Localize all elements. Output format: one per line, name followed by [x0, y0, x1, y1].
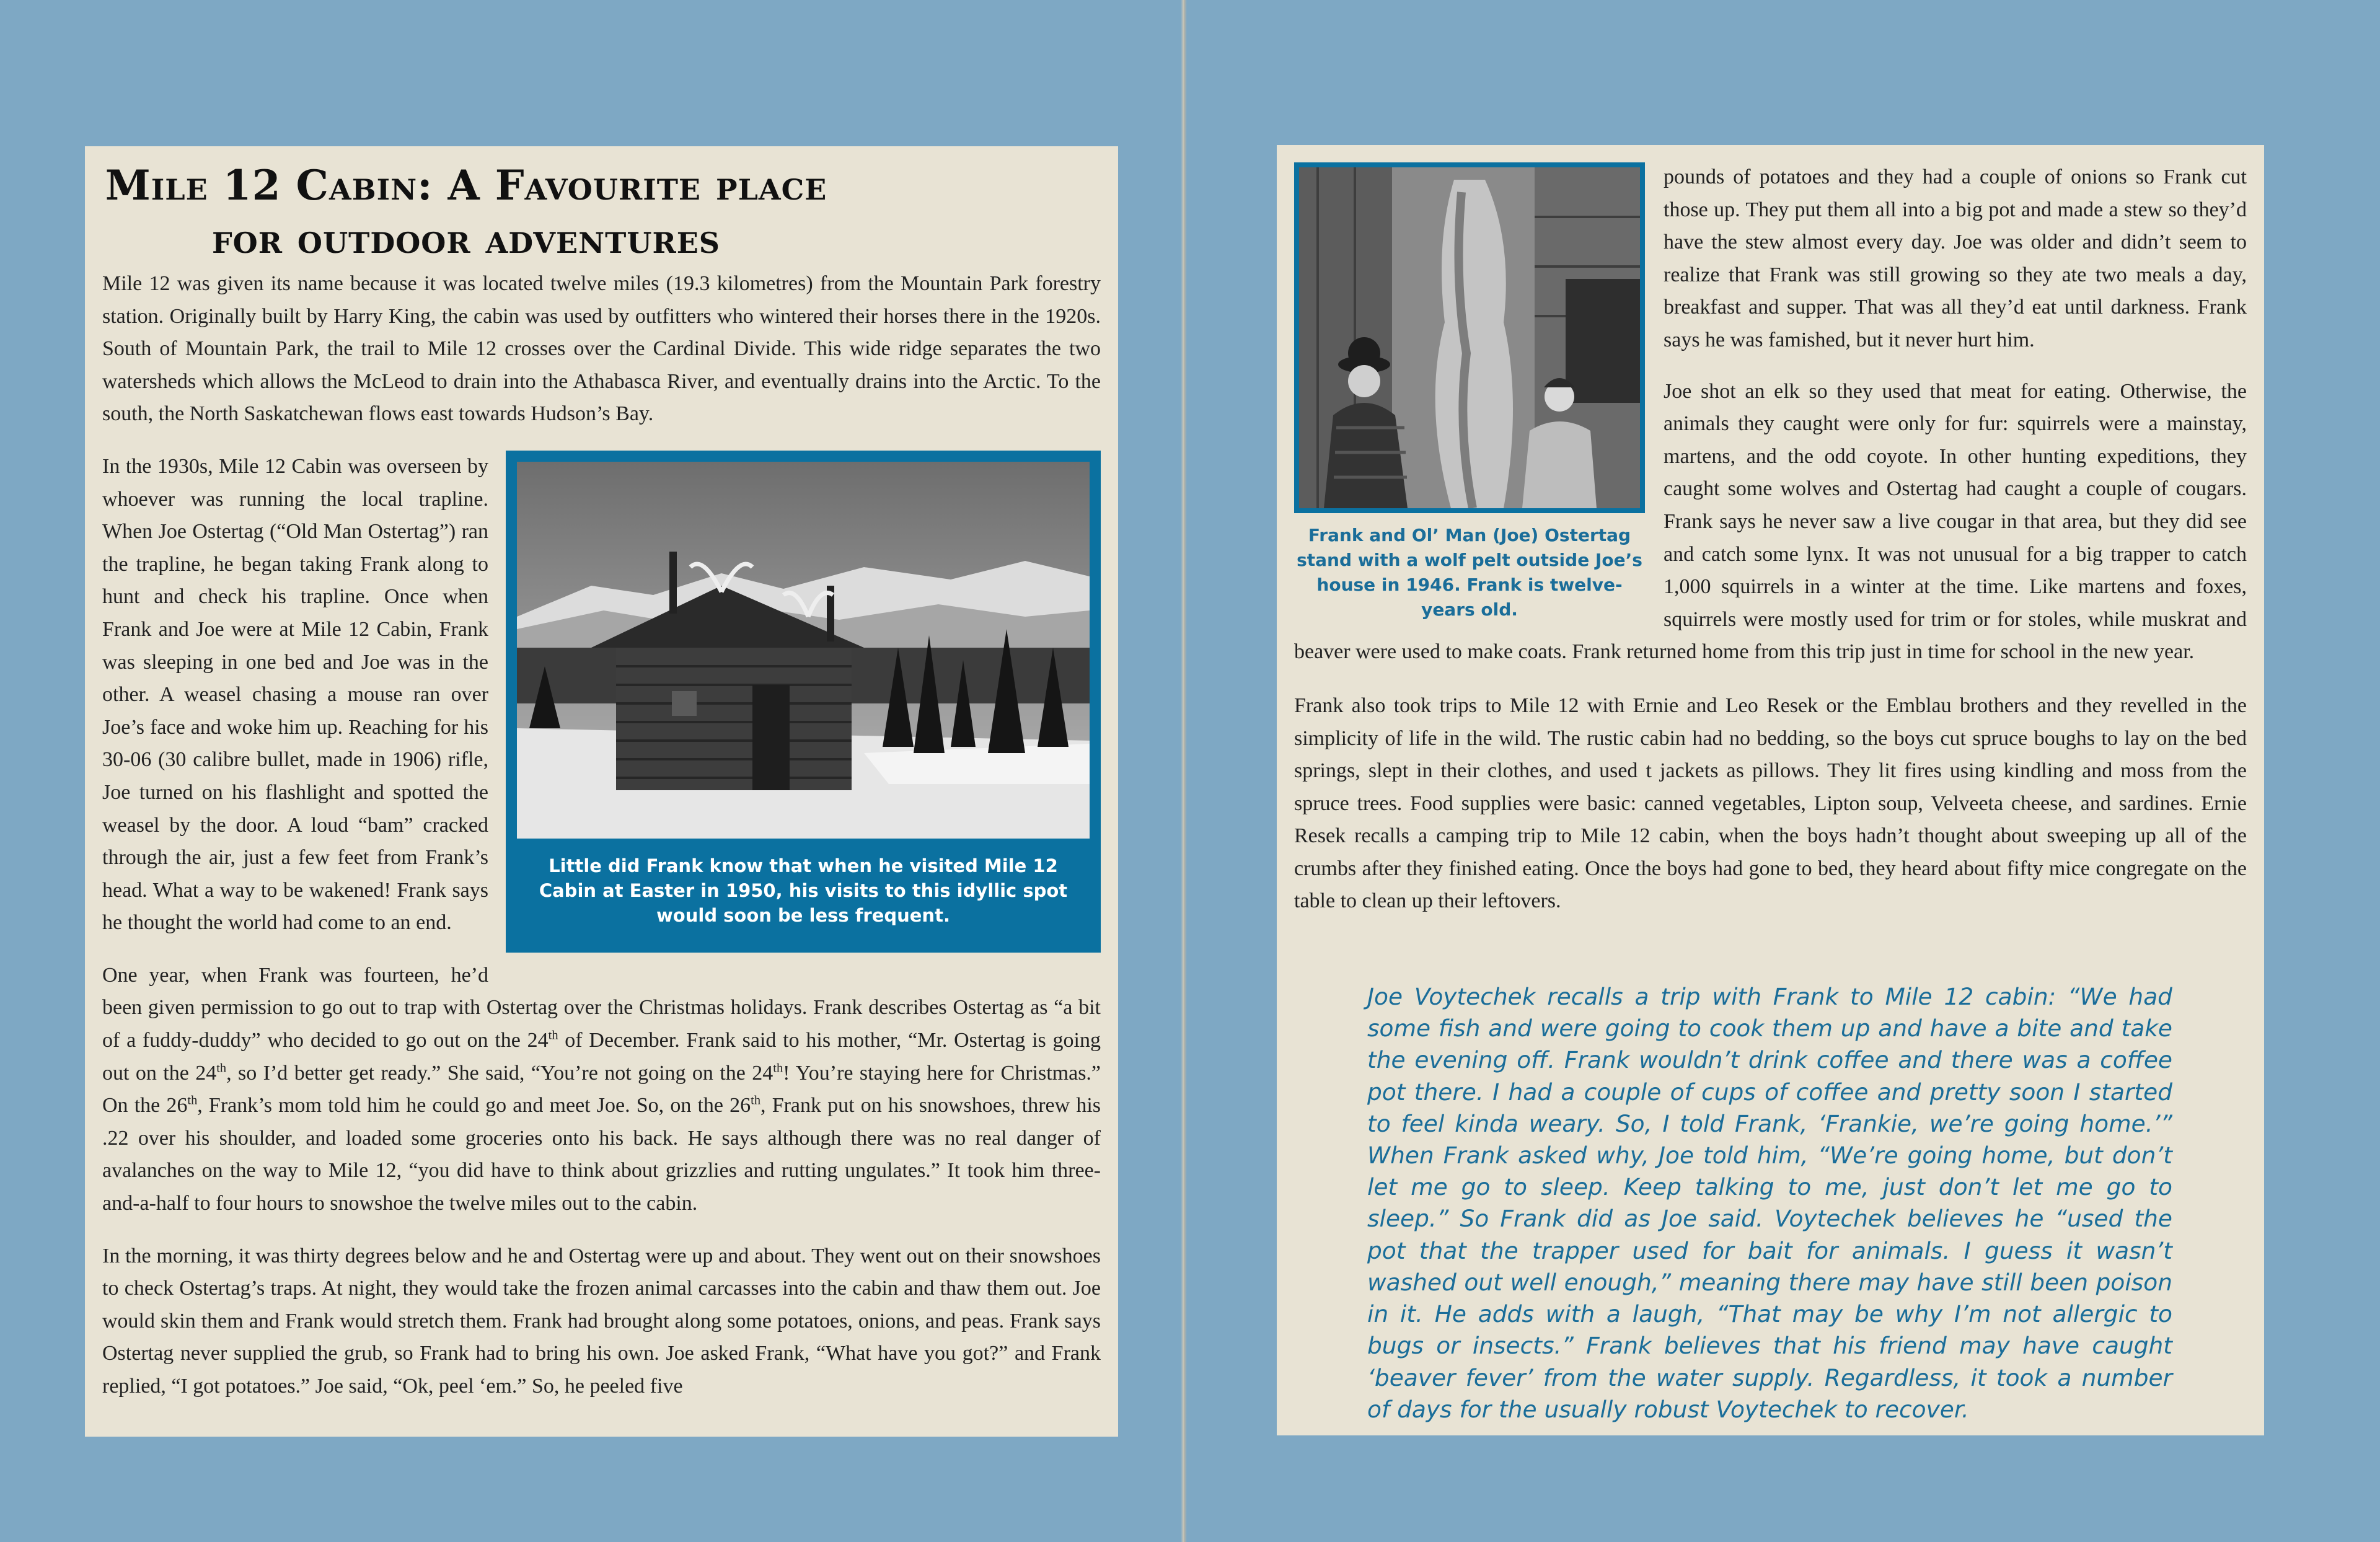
left-page [85, 146, 1118, 1437]
page-title [84, 159, 848, 265]
paragraph: pounds of potatoes and they had a couple of onions so Frank cut those up. They put them all into a big pot and made a stew so they’d have the stew almost every day. Joe was older and didn’t seem to realize that Frank was still growing so they ate two meals a day, breakfast and supper. That was all they’d eat until darkness. Frank says he was famished, but it never hurt him. [1664, 165, 2247, 351]
paragraph: In the 1930s, Mile 12 Cabin was overseen by whoever was running the local trapline. When Joe Ostertag (“Old Man Ostertag”) ran the trapline, he began taking Frank along to hunt and check his trapline. Once when Frank and Joe were at Mile 12 Cabin, Frank was sleeping in one bed and Joe was in the other. A weasel chasing a mouse ran over Joe’s face and woke him up. Reaching for his 30-06 (30 calibre bullet, made in 1906) rifle, Joe turned on his flashlight and spotted the weasel by the door. A loud “bam” cracked through the air, just a few feet from Frank’s head. What a way to be wakened! Frank says he thought the world had come to an end. [102, 454, 488, 935]
cabin-photo-figure [506, 451, 1101, 953]
left-body [102, 268, 1101, 1403]
paragraph: Mile 12 was given its name because it was located twelve miles (19.3 kilometres) from the Mountain Park forestry station. Originally built by Harry King, the cabin was used by outfitters who wintered their horses there in the 1920s. South of Mountain Park, the trail to Mile 12 crosses over the Cardinal Divide. This wide ridge separates the two watersheds which allows the McLeod to drain into the Athabasca River, and eventually drains into the Arctic. To the south, the North Saskatchewan flows east towards Hudson’s Bay. [102, 272, 1101, 426]
paragraph: Frank also took trips to Mile 12 with Ernie and Leo Resek or the Emblau brothers and they revelled in the simplicity of life in the wild. The rustic cabin had no bedding, so the boys cut spruce boughs to lay on the bed springs, slept in their clothes, and used t jackets as pillows. They lit fires using kindling and moss from the spruce trees. Food supplies were basic: canned vegetables, Lipton soup, Velveeta cheese, and sardines. Ernie Resek recalls a camping trip to Mile 12 cabin, when the boys hadn’t thought about sweeping up all of the crumbs after they finished eating. Once the boys had gone to bed, they heard about fifty mice congregate on the table to clean up their leftovers. [1294, 694, 2247, 913]
cabin-photo [517, 462, 1090, 839]
wolf-pelt-photo-caption: Frank and Ol’ Man (Joe) Ostertag stand with a wolf pelt outside Joe’s house in 1946. Frank is twelve-years old. [1297, 525, 1642, 620]
right-page [1277, 145, 2264, 1435]
paragraph: In the morning, it was thirty degrees below and he and Ostertag were up and about. They went out on their snowshoes to check Ostertag’s traps. At night, they would take the frozen animal carcasses into the cabin and thaw them out. Joe would skin them and Frank would stretch them. Frank had brought along some potatoes, onions, and peas. Frank says Ostertag never supplied the grub, so Frank had to bring his own. Joe asked Frank, “What have you got?” and Frank replied, “I got potatoes.” Joe said, “Ok, peel ‘em.” So, he peeled five [102, 1244, 1101, 1398]
book-spine [1181, 0, 1187, 1542]
right-body [1294, 161, 2247, 918]
paragraph: One year, when Frank was fourteen, he’d been given permission to go out to trap with Ostertag over the Christmas holidays. Frank describes Ostertag as “a bit of a fuddy-duddy” who decided to go out on the 24th of December. Frank said to his mother, “Mr. Ostertag is going out on the 24th, so I’d better get ready.” She said, “You’re not going on the 24th! You’re staying here for Christmas.” On the 26th, Frank’s mom told him he could go and meet Joe. So, on the 26th, Frank put on his snowshoes, threw his .22 over his shoulder, and loaded some groceries onto his back. He says although there was no real danger of avalanches on the way to Mile 12, “you did have to think about grizzlies and rutting ungulates.” It took him three-and-a-half to four hours to snowshoe the twelve miles out to the cabin. [102, 963, 1101, 1215]
pull-quote: Joe Voytechek recalls a trip with Frank to Mile 12 cabin: “We had some fish and were going to cook them up and have a bite and take the evening off. Frank wouldn’t drink coffee and there was a coffee pot there. I had a couple of cups of coffee and pretty soon I started to feel kinda weary. So, I told Frank, ‘Frankie, we’re going home.’” When Frank asked why, Joe told him, “We’re going home, but don’t let me go to sleep. Keep talking to me, just don’t let me go to sleep.” So Frank did as Joe said. Voytechek believes he “used the pot that the trapper used for bait for animals. I guess it wasn’t washed out well enough,” meaning there may have still been poison in it. He adds with a laugh, “That may be why I’m not allergic to bugs or insects.” Frank believes that his friend may have caught ‘beaver fever’ from the water supply. Regardless, it took a number of days for the usually robust Voytechek to recover. [1367, 983, 2172, 1423]
title-line-2: for outdoor adventures [211, 214, 720, 263]
wolf-pelt-photo [1299, 167, 1640, 508]
paragraph: Joe shot an elk so they used that meat for eating. Otherwise, the animals they caught were only for fur: squirrels were a mainstay, martens, and the odd coyote. In other hunting expeditions, they caught some wolves and Ostertag had caught a couple of cougars. Frank says he never saw a live cougar in that area, but they did see and catch some lynx. It was not unusual for a big trapper to catch 1,000 squirrels in a winter at the time. Like martens and foxes, squirrels were mostly used for trim or for stoles, while muskrat and beaver were used to make coats. Frank returned home from this trip just in time for school in the new year. [1294, 379, 2247, 664]
wolf-pelt-photo-figure [1294, 162, 1645, 622]
title-line-1: Mile 12 Cabin: A Favourite place [105, 161, 827, 209]
cabin-photo-caption: Little did Frank know that when he visited Mile 12 Cabin at Easter in 1950, his visits to this idyllic spot would soon be less frequent. [539, 855, 1068, 926]
